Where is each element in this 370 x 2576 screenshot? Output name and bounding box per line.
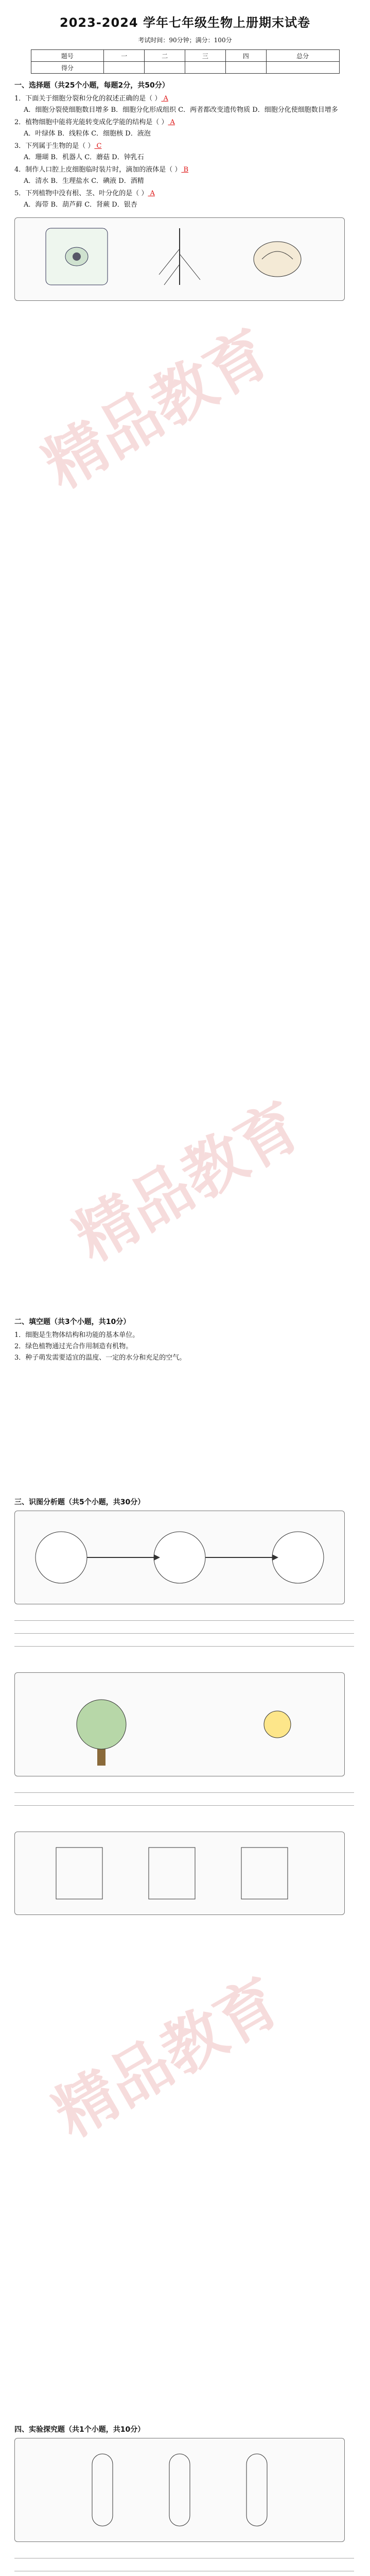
choice-question xyxy=(14,141,354,151)
choice-question xyxy=(14,165,354,175)
score-header-cell: 三 xyxy=(185,50,225,62)
score-header-cell: 总分 xyxy=(266,50,339,62)
answer-line[interactable] xyxy=(14,1639,354,1647)
question-options: A．清水 B．生理盐水 C．碘液 D．酒精 xyxy=(24,177,144,185)
score-row-label: 得分 xyxy=(31,62,104,74)
test-tube-icon xyxy=(92,2454,267,2526)
question-text: 5．下列植物中没有根、茎、叶分化的是（ ） xyxy=(14,190,148,197)
score-row xyxy=(31,62,339,74)
answer-line[interactable] xyxy=(14,1613,354,1621)
score-header-row xyxy=(31,50,339,62)
seed-diagram xyxy=(254,242,301,277)
score-header-cell: 二 xyxy=(145,50,185,62)
score-cell[interactable] xyxy=(225,62,266,74)
section-title: 二、填空题（共3个小题，共10分） xyxy=(14,1318,131,1326)
fill-item: 3．种子萌发需要适宜的温度、一定的水分和充足的空气。 xyxy=(14,1354,186,1362)
fill-item: 1．细胞是生物体结构和功能的基本单位。 xyxy=(14,1331,139,1339)
score-cell[interactable] xyxy=(145,62,185,74)
watermark: 精品教育 xyxy=(42,1965,292,2151)
watermark: 精品教育 xyxy=(32,316,282,503)
question-options: A．叶绿体 B．线粒体 C．细胞核 D．液泡 xyxy=(24,130,151,138)
beaker-icon xyxy=(56,1848,288,1899)
question-text: 2．植物细胞中能将光能转变成化学能的结构是（ ） xyxy=(14,118,168,126)
cell-diagram xyxy=(46,228,108,285)
fill-section xyxy=(14,1314,354,1364)
score-cell[interactable] xyxy=(185,62,225,74)
answer-line[interactable] xyxy=(14,1785,354,1793)
question-text: 3．下列属于生物的是（ ） xyxy=(14,142,95,150)
question-options: A．珊瑚 B．机器人 C．蘑菇 D．钟乳石 xyxy=(24,154,144,161)
score-table xyxy=(31,49,340,74)
explore-section xyxy=(14,2421,354,2576)
score-header-cell: 题号 xyxy=(31,50,104,62)
tree-icon xyxy=(77,1700,126,1766)
answer-line[interactable] xyxy=(14,1798,354,1806)
choice-list xyxy=(14,94,354,210)
question-text: 4．制作人口腔上皮细胞临时装片时，滴加的液体是（ ） xyxy=(14,166,182,174)
answer-line[interactable] xyxy=(14,2564,354,2571)
flow-diagram xyxy=(36,1532,324,1583)
choice-question xyxy=(14,117,354,128)
answer-line[interactable] xyxy=(14,1626,354,1634)
answer-line[interactable] xyxy=(14,2551,354,2558)
answer-mark: C xyxy=(94,142,102,150)
choice-section xyxy=(14,77,354,304)
answer-mark: A xyxy=(161,95,168,103)
root-diagram xyxy=(159,228,200,285)
score-cell[interactable] xyxy=(104,62,145,74)
answer-mark: A xyxy=(168,118,175,126)
watermark: 精品教育 xyxy=(63,1089,313,1276)
apparatus-figure xyxy=(14,1832,345,1915)
section-title: 三、识图分析题（共5个小题，共30分） xyxy=(14,1498,145,1506)
analysis-section xyxy=(14,1494,354,1919)
score-cell[interactable] xyxy=(266,62,339,74)
question-options: A．细胞分裂使细胞数目增多 B．细胞分化形成组织 C．两者都改变遗传物质 D．细胞分化使细胞数目增多 xyxy=(24,106,338,114)
sun-icon xyxy=(264,1711,291,1738)
section-title: 一、选择题（共25个小题，每题2分，共50分） xyxy=(14,81,169,90)
food-web-figure xyxy=(14,1511,345,1604)
experiment-figure xyxy=(14,2438,345,2542)
score-header-cell: 四 xyxy=(225,50,266,62)
choice-question xyxy=(14,189,354,199)
fill-item: 2．绿色植物通过光合作用制造有机物。 xyxy=(14,1343,133,1350)
choice-figure xyxy=(14,217,345,301)
exam-notice: 考试时间：90分钟；满分：100分 xyxy=(138,37,232,44)
choice-question xyxy=(14,94,354,104)
question-text: 1．下面关于细胞分裂和分化的叙述正确的是（ ） xyxy=(14,95,162,103)
score-header-cell: 一 xyxy=(104,50,145,62)
exam-title: 2023-2024 学年七年级生物上册期末试卷 xyxy=(60,15,310,30)
answer-mark: B xyxy=(181,166,189,174)
question-options: A．海带 B．葫芦藓 C．肾蕨 D．银杏 xyxy=(24,201,137,209)
section-title: 四、实验探究题（共1个小题，共10分） xyxy=(14,2426,145,2434)
ecosystem-figure xyxy=(14,1672,345,1776)
answer-mark: A xyxy=(148,190,155,197)
